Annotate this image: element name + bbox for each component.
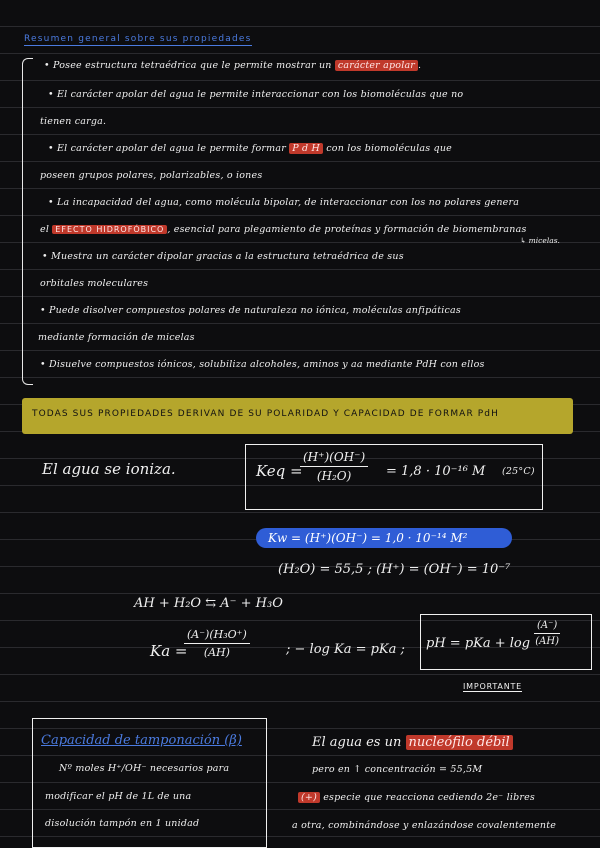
ka-denominator: (AH) bbox=[203, 646, 230, 659]
nucleophile-text: El agua es un bbox=[312, 735, 402, 750]
nucleophile-line2: pero en ↑ concentración = 55,5M bbox=[312, 764, 483, 775]
water-concentration: (H₂O) = 55,5 ; (H⁺) = (OH⁻) = 10⁻⁷ bbox=[278, 562, 511, 577]
bullet-5-line1: • Muestra un carácter dipolar gracias a la estructura tetraédrica de sus bbox=[42, 251, 404, 262]
bullet-4-line2 bbox=[40, 224, 527, 235]
bullet-3-line1 bbox=[48, 143, 452, 154]
bullet-4-line1: • La incapacidad del agua, como molécula bipolar, de interaccionar con los no polares genera bbox=[48, 197, 520, 208]
buffer-title: Capacidad de tamponación (β) bbox=[41, 733, 242, 748]
nucleophile-line4: a otra, combinándose y enlazándose covalentemente bbox=[292, 820, 557, 831]
highlight-pdh: P d H bbox=[289, 143, 323, 154]
banner-text: TODAS SUS PROPIEDADES DERIVAN DE SU POLARIDAD Y CAPACIDAD DE FORMAR PdH bbox=[32, 409, 499, 419]
bullet-4-end: , esencial para plegamiento de proteínas y formación de biomembranas bbox=[167, 224, 527, 235]
keq-lhs: Keq = bbox=[256, 462, 303, 480]
page-title: Resumen general sobre sus propiedades bbox=[24, 34, 252, 44]
bullet-5-line2: orbitales moleculares bbox=[40, 278, 149, 289]
bullet-1-text: • Posee estructura tetraédrica que le permite mostrar un bbox=[44, 60, 332, 71]
ph-denominator: (AH) bbox=[535, 636, 560, 647]
summary-banner bbox=[22, 398, 573, 434]
keq-fraction bbox=[300, 450, 368, 483]
kw-highlight bbox=[256, 528, 512, 548]
buffer-line-1: Nº moles H⁺/OH⁻ necesarios para bbox=[59, 763, 230, 774]
ph-fraction bbox=[534, 620, 560, 647]
ionize-text: El agua se ioniza. bbox=[42, 460, 176, 478]
bullet-4-el: el bbox=[40, 224, 50, 235]
bullet-3-end: con los biomoléculas que bbox=[326, 143, 452, 154]
bullet-1-end: . bbox=[418, 60, 422, 71]
keq-denominator: (H₂O) bbox=[316, 469, 352, 483]
bullet-7-line1: • Disuelve compuestos iónicos, solubiliza alcoholes, aminos y aa mediante PdH con ellos bbox=[40, 359, 485, 370]
bullet-2-line2: tienen carga. bbox=[40, 116, 107, 127]
nucleophile-line1 bbox=[312, 735, 513, 750]
pka-definition: ; − log Ka = pKa ; bbox=[286, 642, 405, 657]
bullet-1 bbox=[44, 60, 421, 71]
nucleophile-definition: especie que reacciona cediendo 2e⁻ libres bbox=[323, 792, 536, 803]
kw-equation: Kw = (H⁺)(OH⁻) = 1,0 · 10⁻¹⁴ M² bbox=[268, 531, 468, 545]
bullet-3-text: • El carácter apolar del agua le permite formar bbox=[48, 143, 286, 154]
highlight-efecto-hidrofobico: EFECTO HIDROFÓBICO bbox=[52, 225, 167, 234]
buffer-line-2: modificar el pH de 1L de una bbox=[45, 791, 192, 802]
plus-mark: (+) bbox=[298, 792, 320, 803]
bullet-6-line2: mediante formación de micelas bbox=[38, 332, 195, 343]
ka-numerator: (A⁻)(H₃O⁺) bbox=[184, 628, 250, 644]
buffer-line-3: disolución tampón en 1 unidad bbox=[45, 818, 200, 829]
bracket bbox=[22, 58, 33, 385]
highlight-caracter-apolar: carácter apolar bbox=[335, 60, 418, 71]
bullet-6-line1: • Puede disolver compuestos polares de naturaleza no iónica, moléculas anfipáticas bbox=[40, 305, 461, 316]
bullet-2-line1: • El carácter apolar del agua le permite interaccionar con los biomoléculas que no bbox=[48, 89, 464, 100]
ph-numerator: (A⁻) bbox=[534, 620, 560, 634]
buffer-capacity-box bbox=[32, 718, 267, 848]
ka-lhs: Ka = bbox=[150, 642, 188, 660]
bullet-3-line2: poseen grupos polares, polarizables, o iones bbox=[40, 170, 263, 181]
keq-rhs: = 1,8 · 10⁻¹⁶ M bbox=[386, 464, 486, 479]
acid-reaction: AH + H₂O ⇆ A⁻ + H₃O bbox=[134, 596, 283, 611]
micelas-note: ↳ micelas. bbox=[520, 236, 560, 245]
ph-lhs: pH = pKa + log bbox=[426, 636, 531, 651]
important-label: IMPORTANTE bbox=[463, 682, 523, 691]
ka-fraction bbox=[184, 628, 250, 659]
keq-numerator: (H⁺)(OH⁻) bbox=[300, 450, 368, 467]
nucleophile-line3 bbox=[298, 792, 535, 803]
keq-temp: (25°C) bbox=[502, 466, 535, 477]
highlight-nucleofilo: nucleófilo débil bbox=[406, 735, 513, 750]
